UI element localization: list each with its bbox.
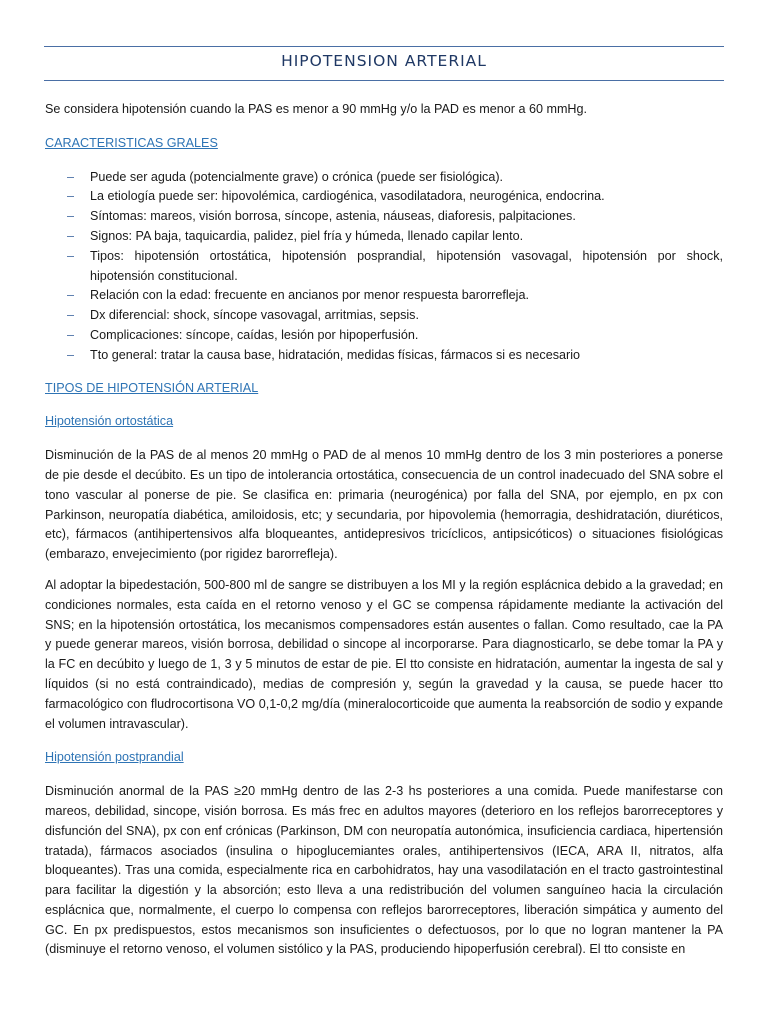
- dash-bullet-icon: –: [67, 228, 75, 243]
- list-item: [45, 346, 723, 366]
- list-item-text: Tipos: hipotensión ortostática, hipotensión posprandial, hipotensión vasovagal, hipotensión por shock, hipotensión constitucional.: [90, 248, 723, 283]
- ortostatica-paragraph-1: Disminución de la PAS de al menos 20 mmHg o PAD de al menos 10 mmHg dentro de los 3 min posteriores a ponerse de pie desde el decúbito. Es un tipo de intolerancia ortostática, consecuencia de un control inadecuado del SNA sobre el tono vascular al ponerse de pie. Se clasifica en: primaria (neurogénica) por falla del SNA, por ejemplo, en px con Parkinson, neuropatía diabética, amiloidosis, etc; y secundaria, por hipovolemia (hemorragia, deshidratación, diuréticos, etc), fármacos (antihipertensivos alfa bloqueantes, antidepresivos tricíclicos, antipsicóticos) o situaciones fisiológicas (embarazo, envejecimiento (por rigidez barorrefleja).: [45, 448, 723, 562]
- characteristics-list: [45, 168, 723, 366]
- intro-paragraph: Se considera hipotensión cuando la PAS es menor a 90 mmHg y/o la PAD es menor a 60 mmHg.: [45, 102, 588, 116]
- section-heading-tipos: TIPOS DE HIPOTENSIÓN ARTERIAL: [45, 380, 259, 395]
- list-item: [45, 326, 723, 346]
- dash-bullet-icon: –: [67, 308, 75, 323]
- subsection-heading-ortostatica: Hipotensión ortostática: [45, 414, 174, 429]
- section-heading-caracteristicas: CARACTERISTICAS GRALES: [45, 135, 218, 150]
- dash-bullet-icon: –: [67, 209, 75, 224]
- dash-bullet-icon: –: [67, 189, 75, 204]
- list-item: [45, 168, 723, 188]
- list-item-text: Relación con la edad: frecuente en ancianos por menor respuesta barorrefleja.: [90, 288, 529, 303]
- list-item: [45, 207, 723, 227]
- page-title: HIPOTENSION ARTERIAL: [281, 52, 487, 70]
- list-item: [45, 286, 723, 306]
- list-item: [45, 227, 723, 247]
- document-body: [45, 100, 723, 971]
- title-bottom-rule: [44, 80, 724, 81]
- dash-bullet-icon: –: [67, 248, 75, 263]
- dash-bullet-icon: –: [67, 327, 75, 342]
- title-top-rule: [44, 46, 724, 47]
- list-item-text: Puede ser aguda (potencialmente grave) o crónica (puede ser fisiológica).: [90, 169, 504, 184]
- list-item: [45, 187, 723, 207]
- subsection-heading-postprandial: Hipotensión postprandial: [45, 750, 184, 765]
- ortostatica-paragraph-2: Al adoptar la bipedestación, 500-800 ml de sangre se distribuyen a los MI y la región esplácnica debido a la gravedad; en condiciones normales, esta caída en el retorno venoso y el GC se compensa rápidamente mediante la activación del SNS; en la hipotensión ortostática, los mecanismos compensadores están ausentes o fallan. Como resultado, cae la PA y puede generar mareos, visión borrosa, debilidad o sincope al incorporarse. Para diagnosticarlo, se debe tomar la PA y la FC en decúbito y luego de 1, 3 y 5 minutos de estar de pie. El tto consiste en hidratación, aumentar la ingesta de sal y líquidos (si no está contraindicado), medias de compresión y, según la gravedad y la causa, se puede hacer tto farmacológico con fludrocortisona VO 0,1-0,2 mg/día (mineralocorticoide que aumenta la reabsorción de sodio y expande el volumen intravascular).: [45, 577, 723, 731]
- dash-bullet-icon: –: [67, 347, 75, 362]
- list-item: [45, 247, 723, 287]
- list-item-text: La etiología puede ser: hipovolémica, cardiogénica, vasodilatadora, neurogénica, endocrina.: [90, 189, 605, 204]
- postprandial-paragraph-1: Disminución anormal de la PAS ≥20 mmHg dentro de las 2-3 hs posteriores a una comida. Puede manifestarse con mareos, debilidad, sincope, visión borrosa. Es más frec en adultos mayores (deterioro en los reflejos barorreceptores y disfunción del SNA), px con enf crónicas (Parkinson, DM con neuropatía autonómica, insuficiencia cardiaca, hipertensión tratada), fármacos asociados (insulina o hipoglucemiantes orales, antihipertensivos (IECA, ARA II, nitratos, alfa bloqueantes). Tras una comida, especialmente rica en carbohidratos, hay una vasodilatación en el tracto gastrointestinal para facilitar la digestión y la absorción; esto lleva a una redistribución del volumen sanguíneo hacia la circulación esplácnica que, normalmente, el cuerpo lo compensa con reflejos barorreceptores, liberación simpática y aumento del GC. En px predispuestos, estos mecanismos son insuficientes o defectuosos, por lo que no logran mantener la PA (disminuye el retorno venoso, el volumen sistólico y la PAS, produciendo hipoperfusión cerebral). El tto consiste en: [45, 784, 723, 957]
- list-item-text: Signos: PA baja, taquicardia, palidez, piel fría y húmeda, llenado capilar lento.: [90, 228, 524, 243]
- list-item-text: Complicaciones: síncope, caídas, lesión por hipoperfusión.: [90, 327, 419, 342]
- list-item-text: Dx diferencial: shock, síncope vasovagal, arritmias, sepsis.: [90, 308, 419, 323]
- dash-bullet-icon: –: [67, 288, 75, 303]
- list-item-text: Tto general: tratar la causa base, hidratación, medidas físicas, fármacos si es necesario: [90, 347, 580, 362]
- list-item: [45, 306, 723, 326]
- list-item-text: Síntomas: mareos, visión borrosa, síncope, astenia, náuseas, diaforesis, palpitaciones.: [90, 209, 576, 224]
- dash-bullet-icon: –: [67, 169, 75, 184]
